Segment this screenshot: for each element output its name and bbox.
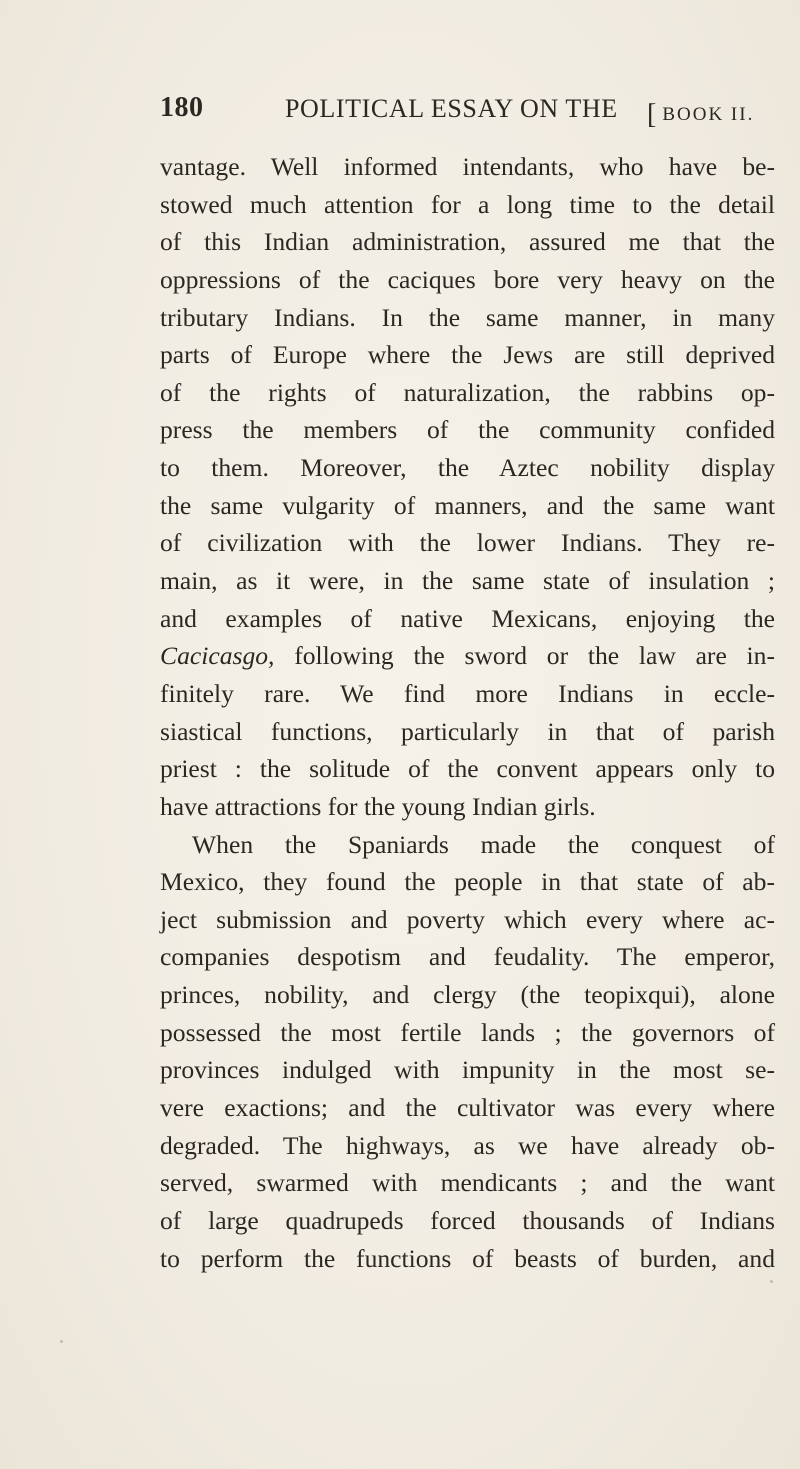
text-line: served, swarmed with mendicants ; and the want [160,1168,775,1198]
text-line: of the rights of naturalization, the rabbins op- [160,377,775,407]
text-line: siastical functions, particularly in that of parish [160,716,775,746]
text-line: stowed much attention for a long time to the detail [160,189,775,219]
paper-speck [770,1280,773,1283]
text-line-rest: following the sword or the law are in- [294,641,775,671]
page-header [160,92,780,132]
paper-speck [60,1340,63,1343]
text-line-with-italic [160,637,775,675]
text-line: press the members of the community confided [160,415,775,445]
text-line: have attractions for the young Indian girls. [160,791,596,821]
text-line: vere exactions; and the cultivator was every where [160,1093,775,1123]
text-line: provinces indulged with impunity in the most se- [160,1055,775,1085]
text-line: priest : the solitude of the convent appears only to [160,754,775,784]
text-line: parts of Europe where the Jews are still deprived [160,340,775,370]
body-text [160,148,775,1277]
text-line: Mexico, they found the people in that state of ab- [160,867,775,897]
text-line: companies despotism and feudality. The emperor, [160,942,775,972]
text-line: to perform the functions of beasts of burden, and [160,1243,775,1273]
running-title: POLITICAL ESSAY ON THE [285,94,618,123]
text-line: possessed the most fertile lands ; the governors of [160,1017,775,1047]
page-number: 180 [160,92,204,123]
text-line: the same vulgarity of manners, and the same want [160,490,775,520]
book-reference-label: BOOK II. [662,104,755,125]
text-line: degraded. The highways, as we have already ob- [160,1130,775,1160]
text-line: of civilization with the lower Indians. They re- [160,528,775,558]
text-line: of this Indian administration, assured me that the [160,227,775,257]
italic-term: Cacicasgo, [160,641,275,671]
text-line: vantage. Well informed intendants, who have be- [160,152,775,181]
text-line: and examples of native Mexicans, enjoying the [160,603,775,633]
book-reference [647,96,754,128]
text-line: princes, nobility, and clergy (the teopixqui), alone [160,980,775,1010]
book-reference-bracket: [ [647,99,659,130]
text-line: oppressions of the caciques bore very heavy on the [160,264,775,294]
text-line: tributary Indians. In the same manner, in many [160,302,775,332]
text-line: finitely rare. We find more Indians in eccle- [160,678,775,708]
text-line: ject submission and poverty which every where ac- [160,904,775,934]
text-line: When the Spaniards made the conquest of [192,829,775,859]
text-line: to them. Moreover, the Aztec nobility display [160,453,775,483]
text-line: main, as it were, in the same state of insulation ; [160,566,775,596]
text-line: of large quadrupeds forced thousands of Indians [160,1205,775,1235]
